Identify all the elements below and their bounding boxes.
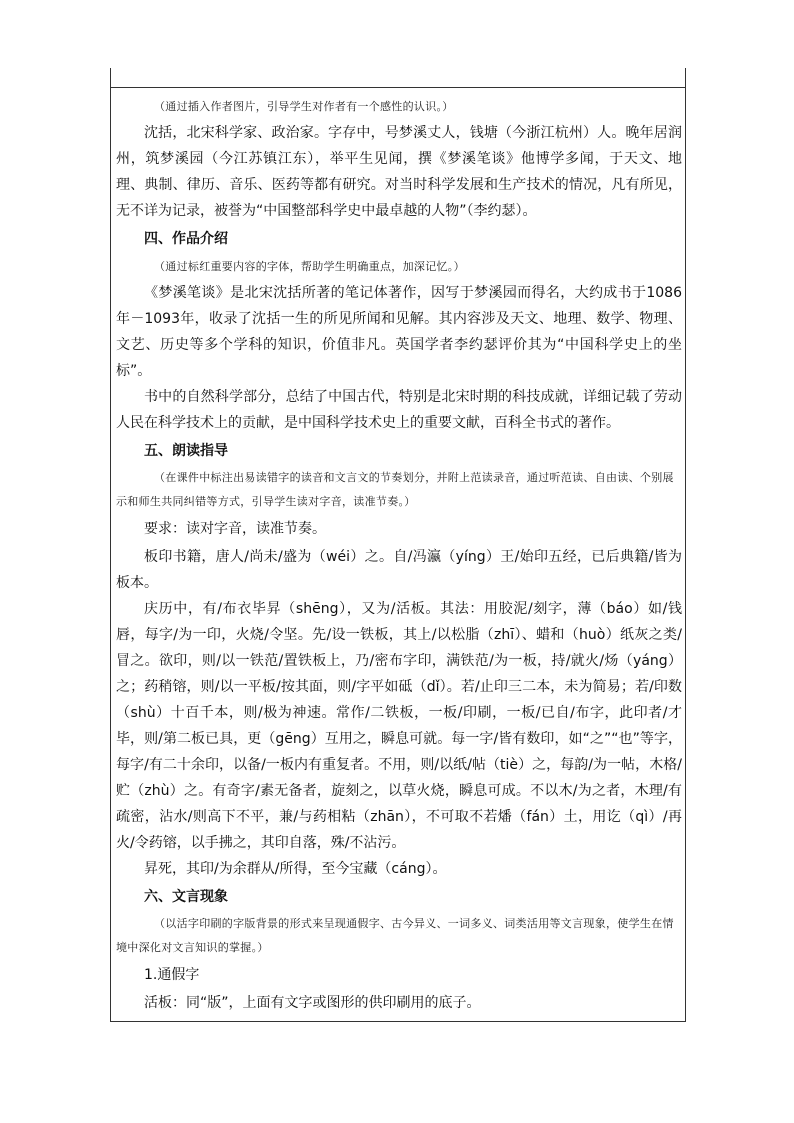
teaching-note-phenomena: （以活字印刷的字版背景的形式来呈现通假字、古今异义、一词多义、词类活用等文言现象，使学生在情境中深化对文言知识的掌握。） [116, 917, 674, 954]
reading-requirement: 要求：读对字音，读准节奏。 [144, 521, 326, 537]
teaching-note-author-image: （通过插入作者图片，引导学生对作者有一个感性的认识。） [154, 100, 454, 113]
table-left-border-top [110, 68, 111, 88]
tongjiazi-item-1: 活板：同“版”，上面有文字或图形的供印刷用的底子。 [144, 995, 481, 1011]
work-intro-paragraph-2: 书中的自然科学部分，总结了中国古代，特别是北宋时期的科技成就，详细记载了劳动人民在科学技术上的贡献，是中国科学技术史上的重要文献，百科全书式的著作。 [116, 389, 682, 431]
section-title-reading-guide: 五、朗读指导 [144, 443, 228, 459]
section-title-work-intro: 四、作品介绍 [144, 231, 228, 247]
document-content [116, 94, 682, 1016]
teaching-note-highlight: （通过标红重要内容的字体，帮助学生明确重点，加深记忆。） [154, 260, 465, 273]
classical-text-paragraph-2: 庆历中，有/布衣毕昇（shēng），又为/活板。其法：用胶泥/刻字，薄（báo）如/钱唇，每字/为一印，火烧/令坚。先/设一铁板，其上/以松脂（zhī）、蜡和（huò）纸灰之类/冒之。欲印，则/以一铁范/置铁板上，乃/密布字印，满铁范/为一板，持/就火/炀（yáng）之；药稍镕，则/以一平板/按其面，则/字平如砥（dǐ）。若/止印三二本，未为简易；若/印数（shù）十百千本，则/极为神速。常作/二铁板，一板/印刷，一板/已自/布字，此印者/才毕，则/第二板已具，更（gēng）互用之，瞬息可就。每一字/皆有数印，如“之”“也”等字，每字/有二十余印，以备/一板内有重复者。不用，则/以纸/帖（tiè）之，每韵/为一帖，木格/贮（zhù）之。有奇字/素无备者，旋刻之，以草火烧，瞬息可成。不以木/为之者，木理/有疏密，沾水/则高下不平，兼/与药相粘（zhān），不可取不若燔（fán）土，用讫（qì）/再火/令药镕，以手拂之，其印自落，殊/不沾污。 [116, 601, 682, 851]
section-title-classical-phenomena: 六、文言现象 [144, 889, 228, 905]
work-intro-paragraph-1: 《梦溪笔谈》是北宋沈括所著的笔记体著作，因写于梦溪园而得名，大约成书于1086年－1093年，收录了沈括一生的所见所闻和见解。其内容涉及天文、地理、数学、物理、文艺、历史等多个学科的知识，价值非凡。英国学者李约瑟评价其为“中国科学史上的坐标”。 [116, 285, 682, 379]
teaching-note-reading: （在课件中标注出易读错字的读音和文言文的节奏划分，并附上范读录音，通过听范读、自由读、个别展示和师生共同纠错等方式，引导学生读对字音，读准节奏。） [116, 471, 674, 508]
classical-text-paragraph-3: 昇死，其印/为余群从/所得，至今宝藏（cáng）。 [144, 861, 447, 877]
author-introduction: 沈括，北宋科学家、政治家。字存中，号梦溪丈人，钱塘（今浙江杭州）人。晚年居润州，筑梦溪园（今江苏镇江东），举平生见闻，撰《梦溪笔谈》他博学多闻，于天文、地理、典制、律历、音乐、医药等都有研究。对当时科学发展和生产技术的情况，凡有所见，无不详为记录，被誉为“中国整部科学史中最卓越的人物”（李约瑟）。 [116, 125, 682, 219]
table-right-border-top [685, 68, 686, 88]
subheading-tongjiazi: 1.通假字 [144, 967, 200, 983]
classical-text-paragraph-1: 板印书籍，唐人/尚未/盛为（wéi）之。自/冯瀛（yíng）王/始印五经，已后典籍/皆为板本。 [116, 549, 682, 591]
